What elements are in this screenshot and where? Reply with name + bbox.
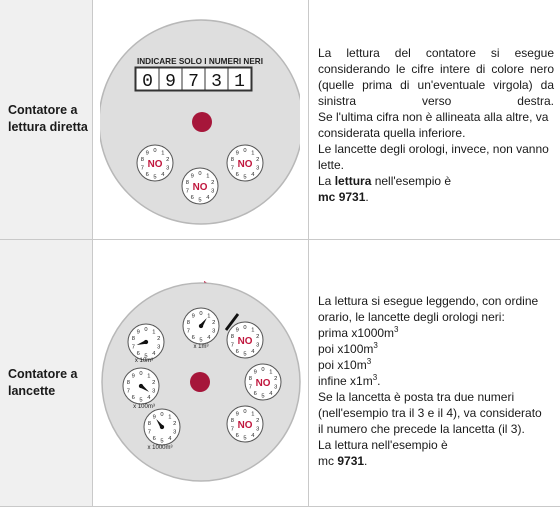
example-text: La	[318, 174, 335, 188]
dial-numeral: 7	[230, 342, 234, 349]
dial-numeral: 6	[235, 171, 239, 178]
row2-description	[318, 293, 554, 469]
dial-numeral: 2	[152, 380, 156, 387]
digit-counter	[135, 67, 252, 92]
dial-hub	[160, 425, 164, 429]
dial-numeral: 9	[145, 150, 149, 157]
dial-numeral: 0	[198, 170, 202, 177]
dial-hub	[139, 384, 143, 388]
column-divider	[308, 0, 309, 507]
dial-numeral: 4	[207, 334, 211, 341]
dial-numeral: 7	[147, 429, 151, 436]
dial-numeral: 5	[199, 337, 203, 344]
example-line	[318, 173, 554, 189]
dial-numeral: 9	[190, 173, 194, 180]
dial-numeral: 0	[243, 408, 247, 415]
dial-numeral: 1	[251, 411, 255, 418]
example-bold: lettura	[334, 174, 372, 188]
dial-numeral: 9	[253, 369, 257, 376]
dial-numeral: 8	[248, 376, 252, 383]
dial-multiplier-label: x 1m³	[193, 344, 209, 350]
counter-digit: 7	[188, 72, 199, 92]
dial-numeral: 2	[256, 418, 260, 425]
desc-line: Le lancette degli orologi, invece, non vanno	[318, 142, 549, 156]
dial-numeral: 1	[147, 373, 151, 380]
meter-center-dot	[190, 372, 210, 392]
column-divider	[92, 0, 93, 507]
dial-numeral: 0	[139, 370, 143, 377]
dial-numeral: 2	[256, 157, 260, 164]
dial-numeral: 4	[206, 194, 210, 201]
non-reading-dial	[245, 364, 281, 400]
dial-numeral: 3	[166, 165, 170, 172]
dial-numeral: 1	[152, 329, 156, 336]
value-number: 9731	[338, 190, 366, 204]
superscript: 3	[372, 373, 378, 382]
dial-numeral: 9	[235, 327, 239, 334]
label-column	[0, 0, 92, 507]
row1-description	[318, 45, 554, 205]
dial-numeral: 5	[144, 353, 148, 360]
dial-hub	[144, 340, 148, 344]
dial-numeral: 3	[211, 188, 215, 195]
desc-line: il numero che precede la lancetta (il 3).	[318, 422, 525, 436]
unit-text: prima x1000m	[318, 326, 395, 340]
dial-numeral: 6	[235, 348, 239, 355]
dial-numeral: 7	[230, 165, 234, 172]
desc-line	[318, 325, 554, 341]
desc-line: considerando le cifre intere di colore nero	[318, 62, 554, 76]
dial-numeral: 1	[207, 313, 211, 320]
dial-numeral: 9	[136, 329, 140, 336]
dial-numeral: 3	[212, 328, 216, 335]
dial-numeral: 4	[269, 390, 273, 397]
value-period: .	[365, 190, 369, 204]
dial-numeral: 1	[251, 327, 255, 334]
direct-reading-meter-figure	[100, 8, 300, 236]
dial-numeral: 6	[145, 171, 149, 178]
dial-numeral: 3	[152, 388, 156, 395]
dial-numeral: 0	[243, 324, 247, 331]
dial-numeral: 7	[186, 328, 190, 335]
dial-numeral: 8	[230, 157, 234, 164]
dial-numeral: 0	[160, 411, 164, 418]
unit-text: poi x10m	[318, 358, 367, 372]
non-reading-dial	[182, 168, 218, 204]
desc-line: La lettura nell'esempio è	[318, 438, 448, 452]
non-reading-dial	[227, 145, 263, 181]
reading-dial	[123, 368, 159, 404]
dial-numeral: 0	[199, 310, 203, 317]
dial-numeral: 6	[136, 350, 140, 357]
dial-multiplier-label: x 1000m³	[147, 445, 173, 451]
dial-reading-meter-figure	[100, 280, 308, 505]
superscript: 3	[366, 357, 372, 366]
dial-numeral: 6	[190, 194, 194, 201]
superscript: 3	[394, 325, 399, 334]
dial-numeral: 7	[131, 344, 135, 351]
dial-numeral: 5	[160, 438, 164, 445]
row2-label: Contatore a lancette	[8, 367, 78, 398]
dial-numeral: 0	[243, 147, 247, 154]
dial-numeral: 3	[256, 165, 260, 172]
dial-numeral: 7	[126, 388, 130, 395]
desc-line: lette.	[318, 158, 345, 172]
meter-banner: INDICARE SOLO I NUMERI NERI	[136, 57, 264, 66]
dial-numeral: 1	[251, 150, 255, 157]
dial-numeral: 6	[152, 435, 156, 442]
value-unit: mc	[318, 454, 338, 468]
non-reading-dial	[227, 322, 263, 358]
dial-numeral: 5	[243, 435, 247, 442]
dial-numeral: 6	[253, 390, 257, 397]
desc-line: (quelle prima di un'eventuale virgola) da	[318, 78, 554, 92]
dial-numeral: 9	[152, 414, 156, 421]
desc-line: Se la lancetta è posta tra due numeri	[318, 390, 515, 404]
desc-line: La lettura del contatore si esegue	[318, 46, 554, 60]
dial-numeral: 6	[131, 394, 135, 401]
dial-numeral: 3	[157, 344, 161, 351]
counter-digit: 9	[165, 72, 176, 92]
dial-numeral: 8	[230, 334, 234, 341]
dial-numeral: 7	[248, 384, 252, 391]
value-line	[318, 453, 554, 469]
dial-numeral: 9	[235, 150, 239, 157]
value-number: 9731	[337, 454, 365, 468]
reading-dial	[128, 324, 164, 360]
dial-numeral: 3	[256, 426, 260, 433]
desc-line: Se l'ultima cifra non è allineata alla altre, va	[318, 110, 549, 124]
desc-line: (nell'esempio tra il 3 e il 4), va considerato	[318, 406, 542, 420]
dial-numeral: 7	[140, 165, 144, 172]
non-reading-dial	[137, 145, 173, 181]
dial-numeral: 5	[139, 397, 143, 404]
dial-numeral: 5	[261, 393, 265, 400]
example-text: nell'esempio è	[371, 174, 452, 188]
dial-numeral: 0	[261, 366, 265, 373]
dial-numeral: 4	[152, 350, 156, 357]
dial-numeral: 6	[191, 334, 195, 341]
desc-line: considerata quella inferiore.	[318, 126, 466, 140]
desc-line	[318, 341, 554, 357]
superscript: 3	[373, 341, 378, 350]
dial-numeral: 4	[251, 171, 255, 178]
dial-no-text: NO	[192, 181, 208, 193]
dial-numeral: 0	[153, 147, 157, 154]
dial-numeral: 4	[251, 348, 255, 355]
dial-no-text: NO	[237, 335, 253, 347]
dial-numeral: 1	[206, 173, 210, 180]
dial-numeral: 5	[243, 174, 247, 181]
value-period: .	[364, 454, 368, 468]
dial-no-text: NO	[237, 419, 253, 431]
dial-numeral: 8	[186, 320, 190, 327]
value-line	[318, 189, 554, 205]
desc-line: infine $x1m^3$.	[318, 373, 381, 388]
counter-digit: 3	[211, 72, 222, 92]
unit-text: poi x100m	[318, 342, 374, 356]
dial-numeral: 2	[274, 376, 278, 383]
dial-numeral: 1	[168, 414, 172, 421]
dial-numeral: 6	[235, 432, 239, 439]
desc-line	[318, 357, 554, 373]
dial-numeral: 5	[243, 351, 247, 358]
dial-numeral: 8	[140, 157, 144, 164]
row-divider	[0, 239, 560, 240]
dial-numeral: 8	[126, 380, 130, 387]
dial-numeral: 5	[198, 197, 202, 204]
dial-numeral: 8	[147, 421, 151, 428]
reading-dial	[183, 308, 219, 344]
dial-numeral: 3	[173, 429, 177, 436]
counter-digit: 1	[234, 72, 245, 92]
dial-numeral: 2	[211, 180, 215, 187]
dial-numeral: 2	[173, 421, 177, 428]
dial-numeral: 4	[161, 171, 165, 178]
dial-numeral: 4	[251, 432, 255, 439]
dial-hub	[199, 324, 203, 328]
dial-numeral: 2	[256, 334, 260, 341]
dial-numeral: 7	[185, 188, 189, 195]
dial-numeral: 3	[274, 384, 278, 391]
dial-numeral: 5	[153, 174, 157, 181]
dial-numeral: 4	[147, 394, 151, 401]
dial-numeral: 7	[230, 426, 234, 433]
counter-digit: 0	[142, 72, 153, 92]
meter-center-dot	[192, 112, 212, 132]
dial-multiplier-label: x 10m³	[134, 358, 154, 364]
dial-numeral: 8	[131, 336, 135, 343]
dial-numeral: 2	[157, 336, 161, 343]
dial-numeral: 3	[256, 342, 260, 349]
dial-numeral: 2	[212, 320, 216, 327]
desc-line: orario, le lancette degli orologi neri:	[318, 310, 505, 324]
dial-numeral: 9	[235, 411, 239, 418]
dial-numeral: 8	[185, 180, 189, 187]
non-reading-dial	[227, 406, 263, 442]
dial-numeral: 9	[191, 313, 195, 320]
dial-numeral: 9	[131, 373, 135, 380]
dial-no-text: NO	[237, 158, 253, 170]
dial-multiplier-label: x 100m³	[133, 404, 155, 410]
row1-label: Contatore a lettura diretta	[8, 103, 88, 134]
dial-no-text: NO	[255, 377, 271, 389]
reading-dial	[144, 409, 180, 445]
value-unit: mc	[318, 190, 339, 204]
dial-numeral: 8	[230, 418, 234, 425]
desc-line: La lettura si esegue leggendo, con ordine	[318, 294, 539, 308]
dial-numeral: 0	[144, 326, 148, 333]
dial-numeral: 2	[166, 157, 170, 164]
desc-line: sinistra verso destra.	[318, 94, 554, 108]
dial-no-text: NO	[147, 158, 163, 170]
dial-numeral: 4	[168, 435, 172, 442]
unit-text: infine x1m	[318, 374, 373, 388]
dial-numeral: 1	[269, 369, 273, 376]
dial-numeral: 1	[161, 150, 165, 157]
